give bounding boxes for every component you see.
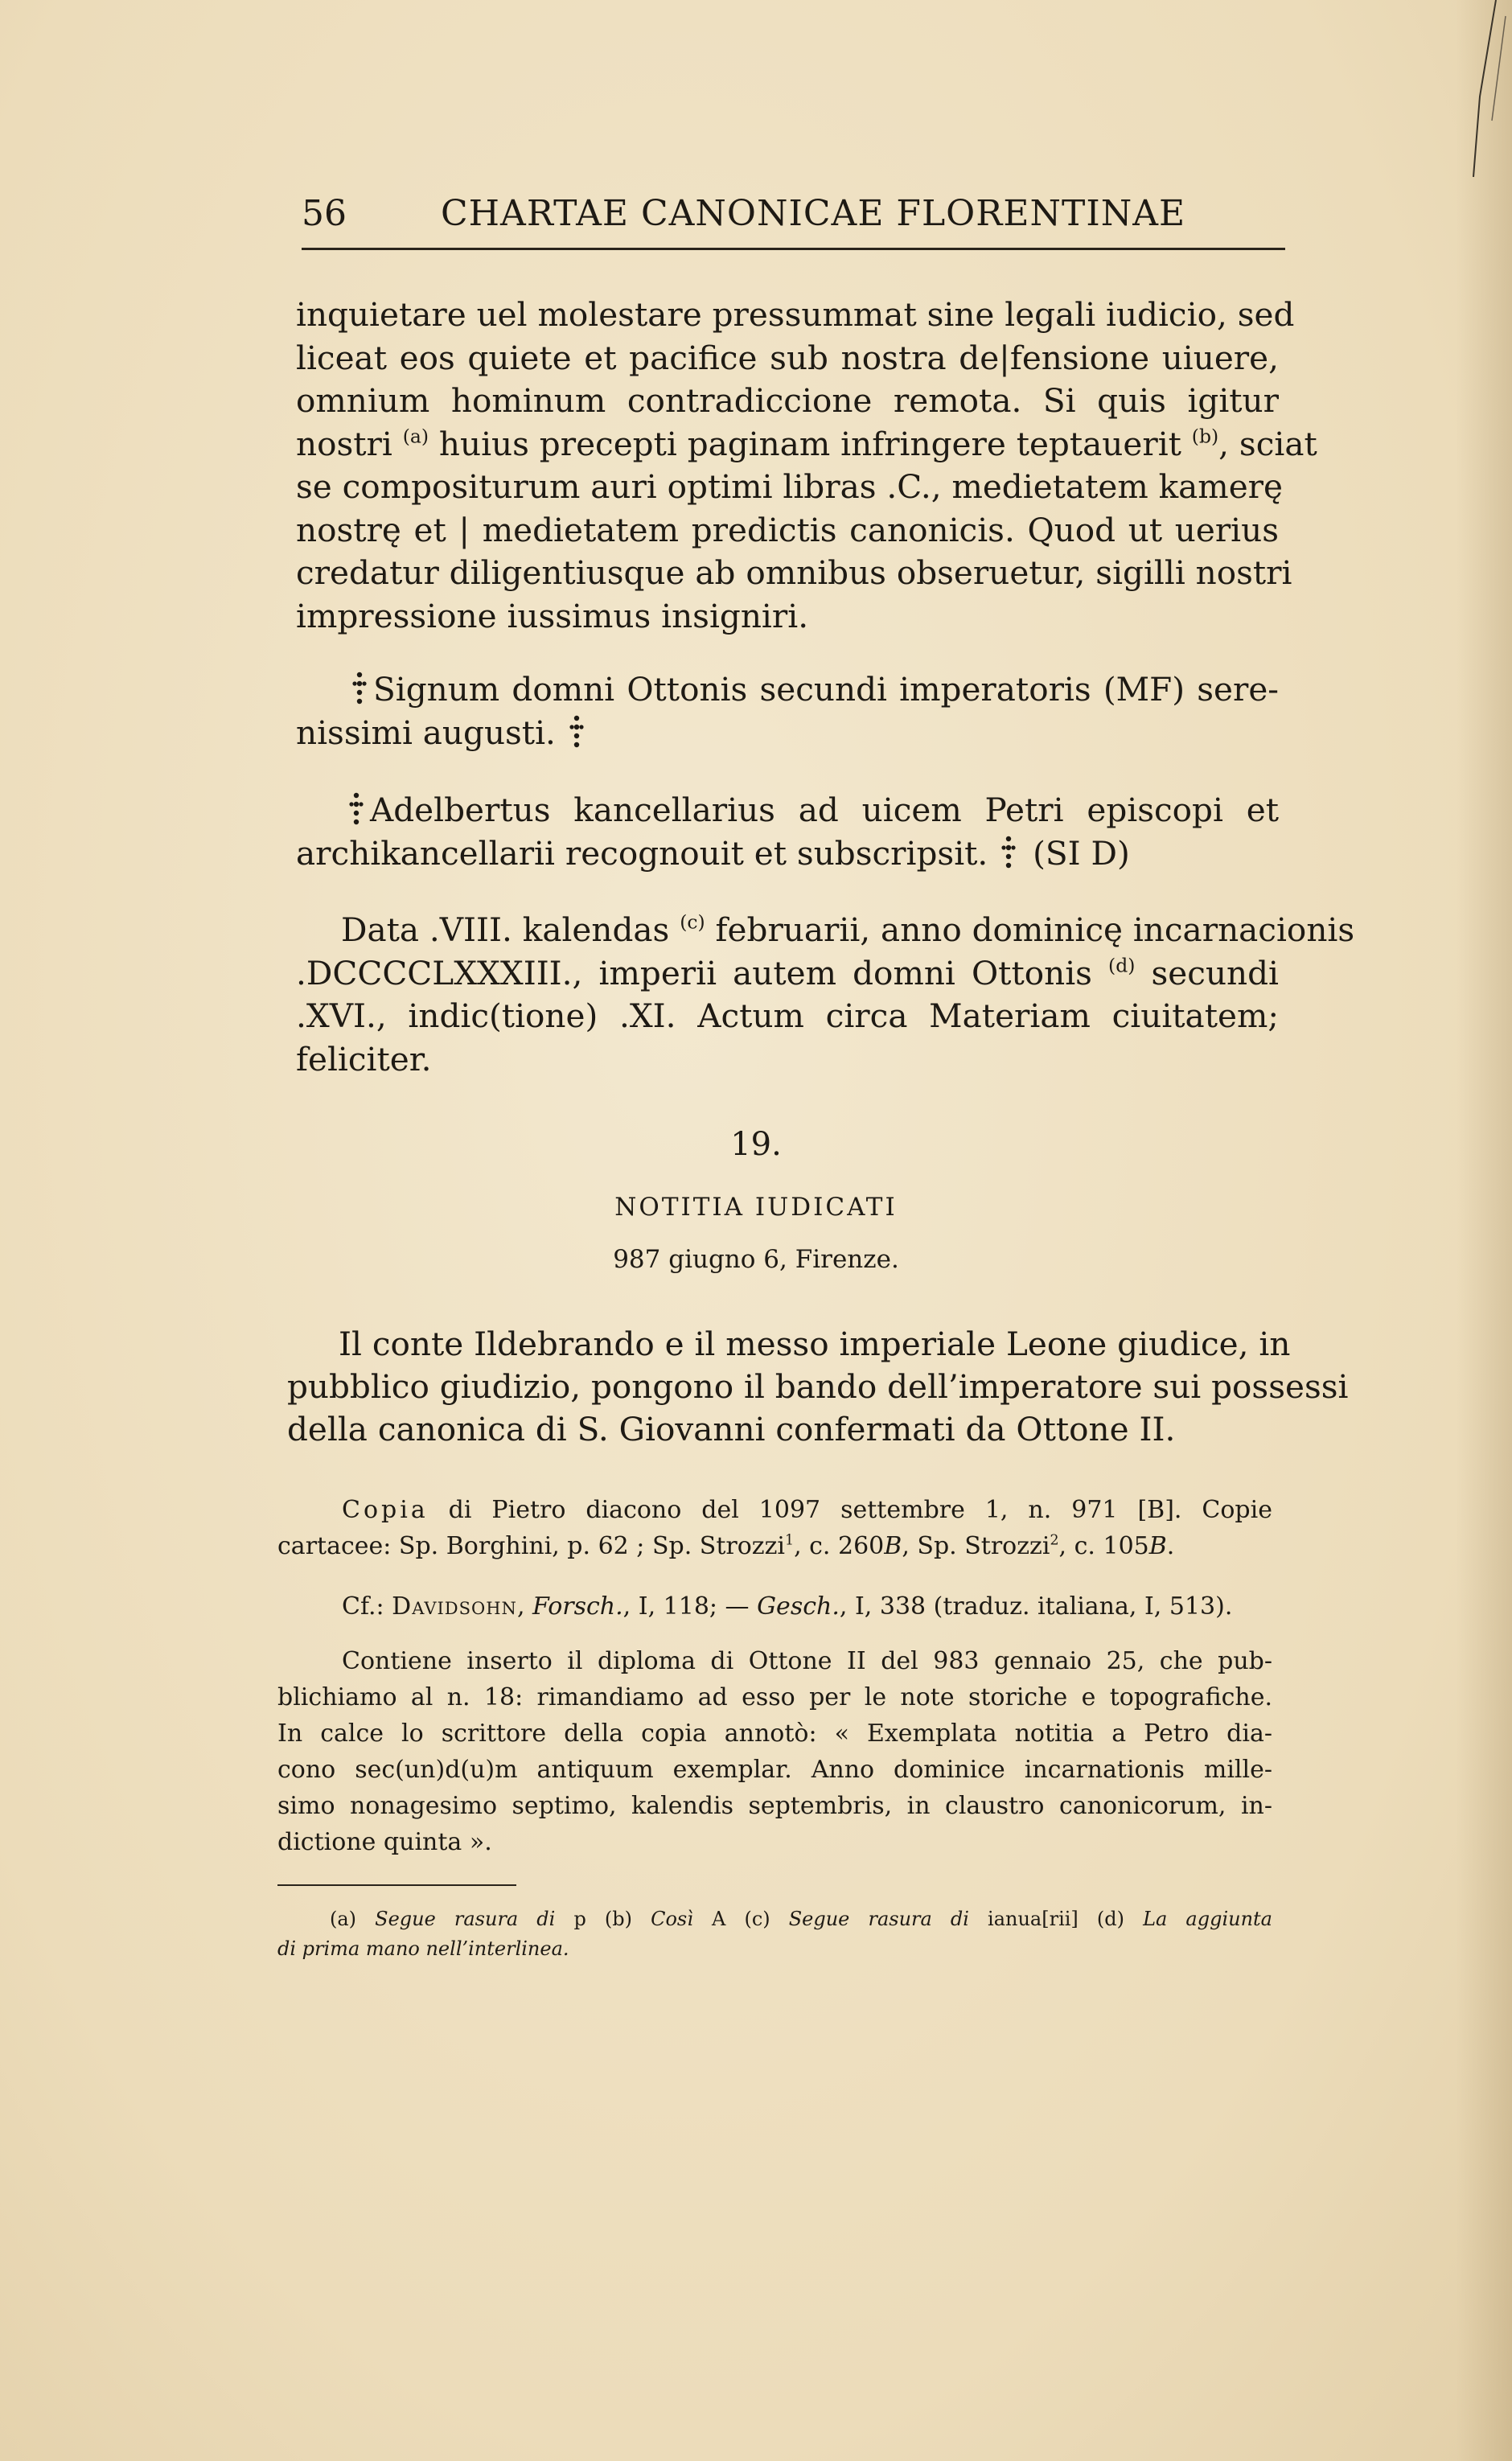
text-line: nostri $^{(a)}$ huius precepti paginam infringere teptauerit $^{(b)}$, sciat [296,424,1317,463]
commentary-line: Contiene inserto il diploma di Ottone II del 983 gennaio 25, che pub- [342,1647,1272,1675]
regest-summary [287,1323,1349,1451]
footnote-ref-d: (d) [1108,954,1136,977]
footnote-b: (b) Così A [604,1908,726,1930]
running-title: CHARTAE CANONICAE FLORENTINAE [441,193,1186,234]
footnote-d-cont: di prima mano nell’interlinea. [277,1937,569,1960]
page-number: 56 [302,193,347,234]
text-line: nostrę et | medietatem predictis canonicis. Quod ut uerius [296,510,1279,549]
text-line: credatur diligentiusque ab omnibus obseruetur, sigilli nostri [296,553,1292,592]
header-rule [302,248,1285,250]
charter-text [296,294,1317,638]
datum-block: Data .VIII. kalendas $^{(c)}$ februarii, anno dominicę incarnacionis .DCCCCLXXXIII., imperii autem domni Ottonis $^{(d)}$ secundi .XVI., indic(tione) .XI. Actum circa Materiam ciuitatem; feliciter. [296,909,1279,1081]
summary-line: della canonica di S. Giovanni confermati da Ottone II. [287,1410,1176,1448]
footnote-rule [277,1884,516,1886]
text-line: se compositurum auri optimi libras .C., medietatem kamerę [296,467,1283,506]
text-line: liceat eos quiete et pacifice sub nostra de|fensione uiuere, [296,338,1279,377]
recognition-line [296,789,1279,875]
commentary-line: dictione quinta ». [277,1828,492,1856]
document-type: NOTITIA IUDICATI [614,1193,898,1222]
datum-line: .XVI., indic(tione) .XI. Actum circa Materiam ciuitatem; [296,996,1279,1035]
signum-text: Signum domni Ottonis secundi imperatoris (MF) sere- [373,670,1279,709]
datum-line: feliciter. [296,1039,432,1078]
recognition-text: Adelbertus kancellarius ad uicem Petri episcopi et [370,791,1279,829]
tradition-note: Copia di Pietro diacono del 1097 settembre 1, n. 971 [B]. Copie cartacee: Sp. Borghini, p. 62 ; Sp. Strozzi$^1$, c. 260B, Sp. Strozzi$^2$, c. 105B. [277,1496,1272,1560]
recognition-text-cont: archikancellarii recognouit et subscripsit. [296,833,988,873]
cross-icon [351,670,368,707]
seal-note: (SI D) [1033,833,1130,873]
footnote-ref-b: (b) [1191,425,1219,448]
commentary-line: cono sec(un)d(u)m antiquum exemplar. Anno dominice incarnationis mille- [277,1756,1272,1784]
commentary-line: blichiamo al n. 18: rimandiamo ad esso per le note storiche e topografiche. [277,1683,1272,1711]
commentary-line: In calce lo scrittore della copia annotò: « Exemplata notitia a Petro dia- [277,1719,1272,1748]
footnotes [277,1904,1272,1964]
commentary-line: simo nonagesimo septimo, kalendis septembris, in claustro canonicorum, in- [277,1792,1272,1820]
summary-line: Il conte Ildebrando e il messo imperiale Leone giudice, in [339,1325,1291,1363]
footnote-c: (c) Segue rasura di ianua[rii] [744,1908,1079,1930]
footnote-ref-c: (c) [680,910,705,934]
commentary-note [277,1643,1272,1860]
cross-icon [568,713,585,750]
text-line: inquietare uel molestare pressummat sine legali iudicio, sed [296,295,1295,334]
document-date: 987 giugno 6, Firenze. [613,1245,899,1274]
cross-icon [347,791,365,828]
pencil-mark-icon [1399,0,1512,209]
summary-line: pubblico giudizio, pongono il bando dell’imperatore sui possessi [287,1367,1349,1406]
text-line: omnium hominum contradiccione remota. Si quis igitur [296,381,1279,420]
footnote-d: (d) La aggiunta [1096,1908,1272,1930]
signum-line [296,668,1279,754]
footnote-ref-a: (a) [402,425,429,448]
text-line: impressione iussimus insigniri. [296,596,809,635]
signum-text-cont: nissimi augusti. [296,713,556,752]
footnote-a: (a) Segue rasura di p [330,1908,586,1930]
cross-icon [1000,834,1017,871]
page-edge-shadow [1456,0,1512,2461]
document-number: 19. [730,1126,782,1163]
bibliography-note: Cf.: Davidsohn, Forsch., I, 118; — Gesch., I, 338 (traduz. italiana, I, 513). [342,1592,1233,1621]
